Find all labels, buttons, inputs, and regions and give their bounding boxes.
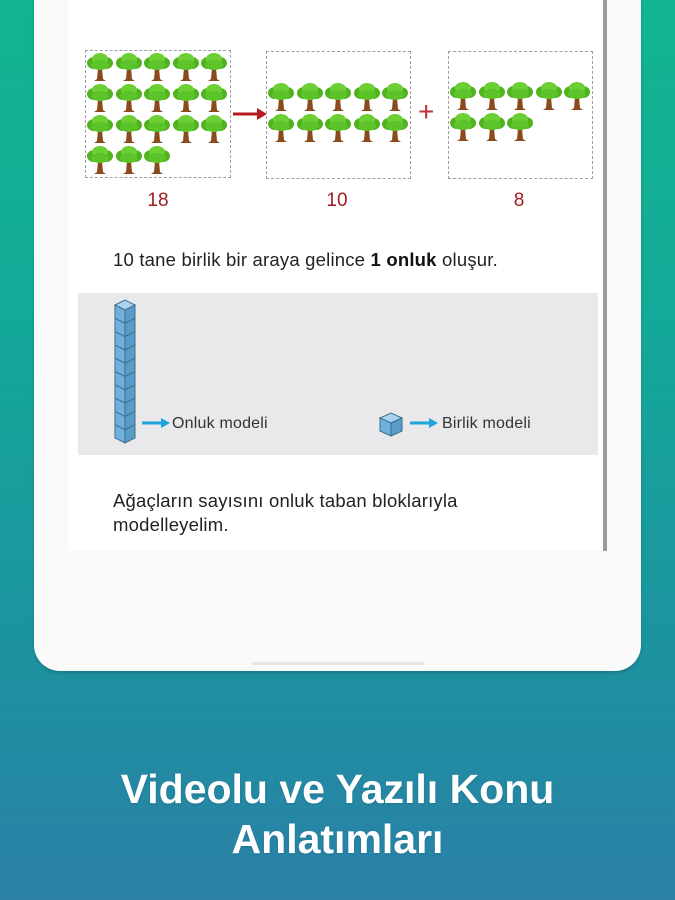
tree-icon: [172, 114, 201, 145]
tree-icon: [86, 145, 115, 176]
outro-text: Ağaçların sayısını onluk taban bloklarıyla modelleyelim.: [113, 490, 458, 535]
rule-text: 10 tane birlik bir araya gelince 1 onluk oluşur.: [113, 249, 498, 270]
tree-icon: [381, 113, 410, 144]
tree-icon: [324, 82, 353, 113]
ones-model-label: Birlik modeli: [442, 415, 531, 432]
tree-icon: [200, 114, 229, 145]
tree-icon: [172, 83, 201, 114]
tree-icon: [296, 82, 325, 113]
blue-arrow-icon: [142, 418, 172, 428]
tree-group-18-box: [85, 50, 231, 178]
tree-icon: [200, 83, 229, 114]
tree-icon: [86, 83, 115, 114]
tree-icon: [296, 113, 325, 144]
home-indicator[interactable]: [252, 662, 424, 665]
tree-icon: [506, 81, 535, 112]
plus-sign: +: [418, 96, 435, 127]
tree-icon: [86, 114, 115, 145]
tree-icon: [115, 83, 144, 114]
caption-line-2: Anlatımları: [231, 816, 444, 862]
tree-icon: [563, 81, 592, 112]
unit-cube-icon: [378, 411, 404, 437]
tree-icon: [143, 114, 172, 145]
tablet-device-frame: [34, 0, 641, 671]
tree-icon: [353, 113, 382, 144]
tree-icon: [143, 83, 172, 114]
tree-icon: [506, 112, 535, 143]
lesson-content-panel: [68, 0, 604, 550]
tree-icon: [267, 82, 296, 113]
base-ten-models-panel: [78, 293, 598, 455]
tree-icon: [535, 81, 564, 112]
tree-grid-8: [449, 81, 594, 143]
tree-icon: [478, 112, 507, 143]
tens-rod-icon: [113, 299, 137, 445]
tree-icon: [143, 145, 172, 176]
tens-model-label: Onluk modeli: [172, 415, 268, 432]
tree-group-8-box: [448, 51, 593, 179]
tree-icon: [478, 81, 507, 112]
group-count-18: 18: [147, 190, 169, 211]
blue-arrow-icon: [410, 418, 440, 428]
tree-icon: [115, 145, 144, 176]
tree-icon: [172, 52, 201, 83]
group-count-8: 8: [513, 190, 525, 211]
group-count-10: 10: [326, 190, 348, 211]
tree-icon: [115, 52, 144, 83]
red-arrow-icon: [233, 108, 267, 120]
tree-group-10-box: [266, 51, 411, 179]
tree-icon: [86, 52, 115, 83]
caption-line-1: Videolu ve Yazılı Konu: [120, 766, 555, 812]
tree-icon: [143, 52, 172, 83]
scrollbar[interactable]: [603, 0, 607, 551]
tree-icon: [353, 82, 382, 113]
tree-icon: [115, 114, 144, 145]
tree-icon: [449, 81, 478, 112]
tree-icon: [267, 113, 296, 144]
tree-grid-10: [267, 82, 412, 144]
tree-grid-18: [86, 52, 231, 176]
tree-icon: [324, 113, 353, 144]
tree-icon: [200, 52, 229, 83]
promo-caption: [0, 764, 675, 864]
tree-icon: [449, 112, 478, 143]
tree-icon: [381, 82, 410, 113]
